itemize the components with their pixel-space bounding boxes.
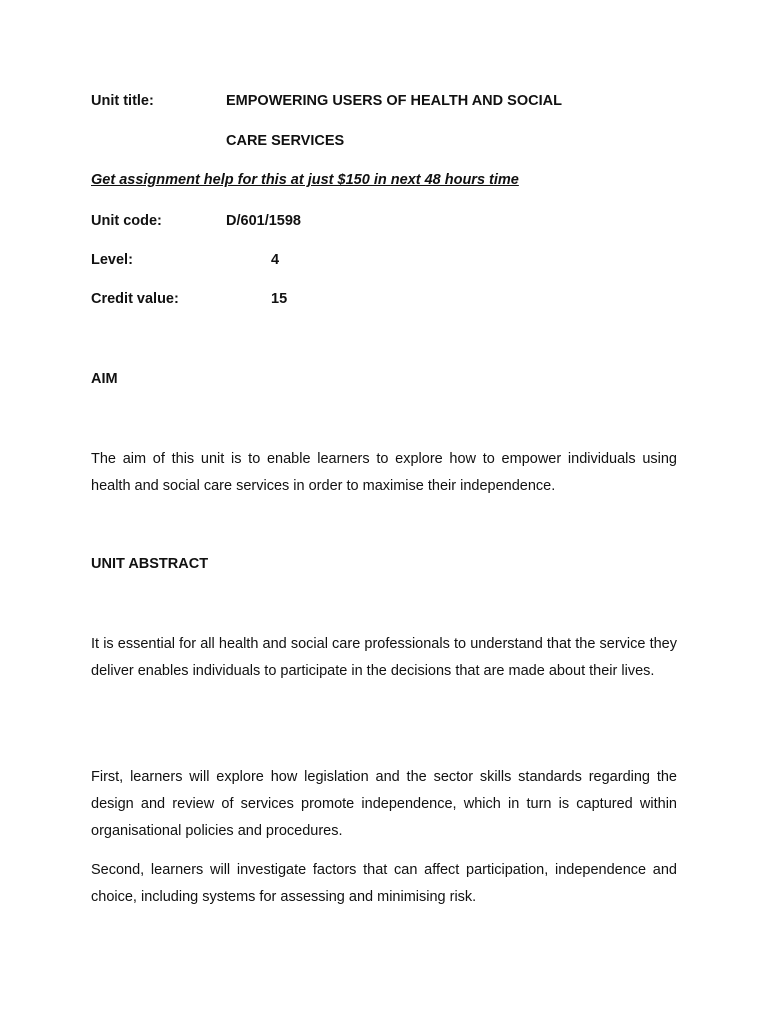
abstract-paragraph-1: It is essential for all health and social care professionals to understand that the service they deliver enables individuals to participate in the decisions that are made about their lives. (91, 636, 677, 679)
level-label: Level: (91, 252, 133, 268)
abstract-paragraph-2: First, learners will explore how legislation and the sector skills standards regarding the design and review of services promote independence, which in turn is captured within organisational policies and procedures. (91, 769, 677, 839)
credit-value: 15 (271, 291, 288, 307)
abstract-paragraph-3: Second, learners will investigate factors that can affect participation, independence and choice, including systems for assessing and minimising risk. (91, 862, 677, 905)
credit-value-label: Credit value: (91, 291, 179, 307)
unit-title-value-line1: EMPOWERING USERS OF HEALTH AND SOCIAL (226, 93, 562, 109)
unit-code-value: D/601/1598 (226, 213, 301, 229)
unit-code-label: Unit code: (91, 213, 162, 229)
aim-heading: AIM (91, 371, 118, 387)
promo-text: Get assignment help for this at just $150 in next 48 hours time (91, 172, 519, 188)
unit-title-label: Unit title: (91, 93, 154, 109)
level-value: 4 (271, 252, 280, 268)
unit-abstract-heading: UNIT ABSTRACT (91, 556, 209, 572)
aim-paragraph: The aim of this unit is to enable learners to explore how to empower individuals using health and social care services in order to maximise their independence. (91, 451, 677, 494)
unit-title-value-line2: CARE SERVICES (226, 133, 345, 149)
